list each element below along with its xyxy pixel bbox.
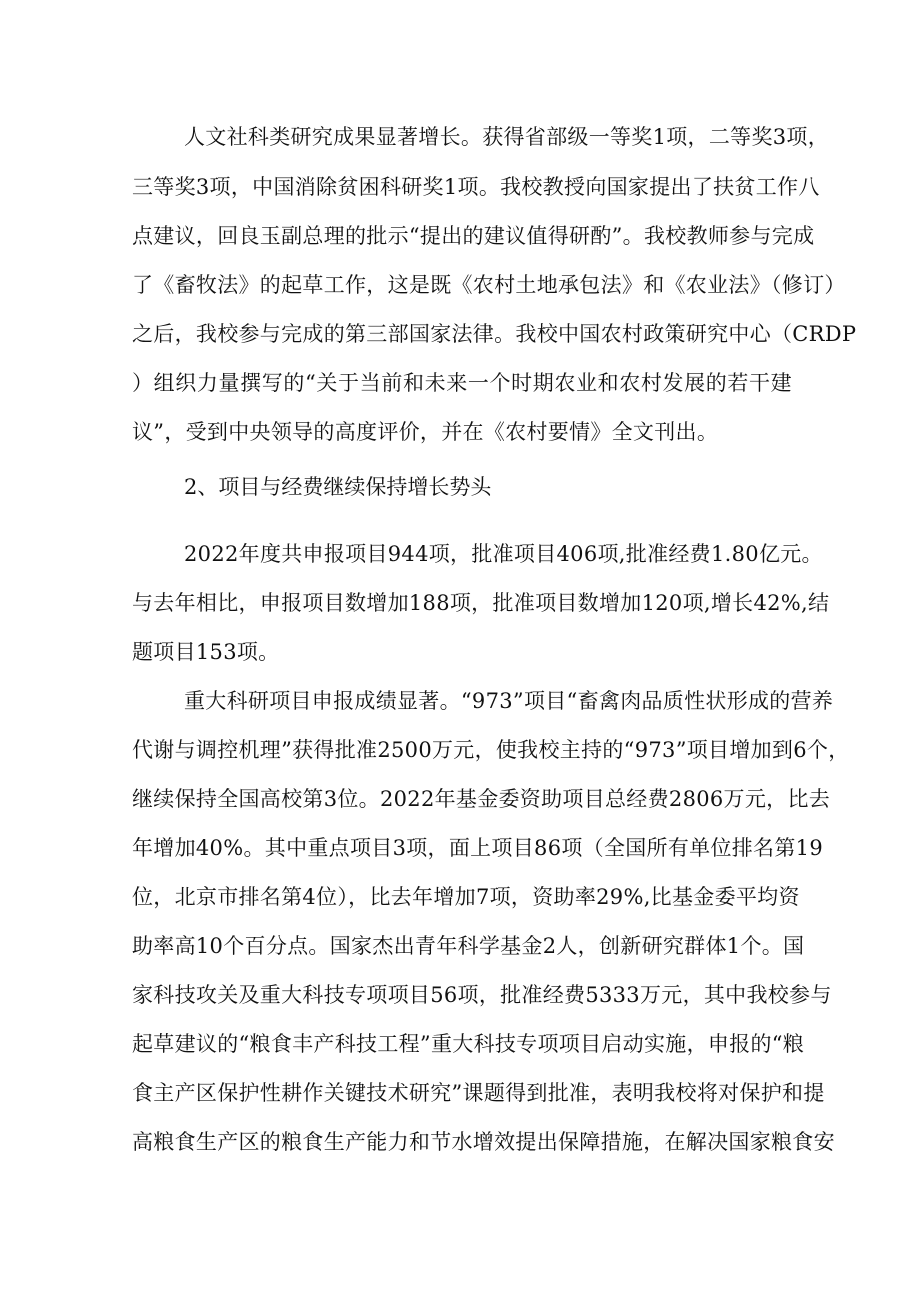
paragraph-3-line-5: 位，北京市排名第4位），比去年增加7项，资助率29%,比基金委平均资 [132, 885, 800, 909]
paragraph-1-line-5: 之后，我校参与完成的第三部国家法律。我校中国农村政策研究中心（CRDP [132, 322, 857, 346]
paragraph-2-line-2: 与去年相比，申报项目数增加188项，批准项目数增加120项,增长42%,结 [132, 591, 830, 615]
paragraph-3-line-4: 年增加40%。其中重点项目3项，面上项目86项（全国所有单位排名第19 [132, 836, 823, 860]
paragraph-1-line-6: ）组织力量撰写的“关于当前和未来一个时期农业和农村发展的若干建 [132, 371, 792, 395]
paragraph-3-line-2: 代谢与调控机理”获得批准2500万元，使我校主持的“973”项目增加到6个， [132, 738, 850, 762]
paragraph-3-line-9: 食主产区保护性耕作关键技术研究”课题得到批准，表明我校将对保护和提 [132, 1081, 825, 1105]
section-heading: 2、项目与经费继续保持增长势头 [184, 475, 492, 499]
paragraph-1-line-2: 三等奖3项，中国消除贫困科研奖1项。我校教授向国家提出了扶贫工作八 [132, 175, 820, 199]
paragraph-3-line-7: 家科技攻关及重大科技专项项目56项，批准经费5333万元，其中我校参与 [132, 983, 832, 1007]
paragraph-3-line-1: 重大科研项目申报成绩显著。“973”项目“畜禽肉品质性状形成的营养 [184, 689, 834, 713]
paragraph-3-line-8: 起草建议的“粮食丰产科技工程”重大科技专项项目启动实施，申报的“粮 [132, 1032, 805, 1056]
paragraph-3-line-3: 继续保持全国高校第3位。2022年基金委资助项目总经费2806万元，比去 [132, 787, 831, 811]
paragraph-1-line-3: 点建议，回良玉副总理的批示“提出的建议值得研酌”。我校教师参与完成 [132, 224, 815, 248]
paragraph-1-line-7: 议”，受到中央领导的高度评价，并在《农村要情》全文刊出。 [132, 420, 719, 444]
paragraph-1-line-4: 了《畜牧法》的起草工作，这是既《农村土地承包法》和《农业法》（修订） [132, 273, 846, 297]
paragraph-2-line-1: 2022年度共申报项目944项，批准项目406项,批准经费1.80亿元。 [184, 542, 823, 566]
paragraph-3-line-10: 高粮食生产区的粮食生产能力和节水增效提出保障措施，在解决国家粮食安 [132, 1130, 835, 1154]
paragraph-3-line-6: 助率高10个百分点。国家杰出青年科学基金2人，创新研究群体1个。国 [132, 934, 805, 958]
paragraph-2-line-3: 题项目153项。 [132, 640, 280, 664]
paragraph-1-line-1: 人文社科类研究成果显著增长。获得省部级一等奖1项，二等奖3项， [184, 125, 830, 149]
